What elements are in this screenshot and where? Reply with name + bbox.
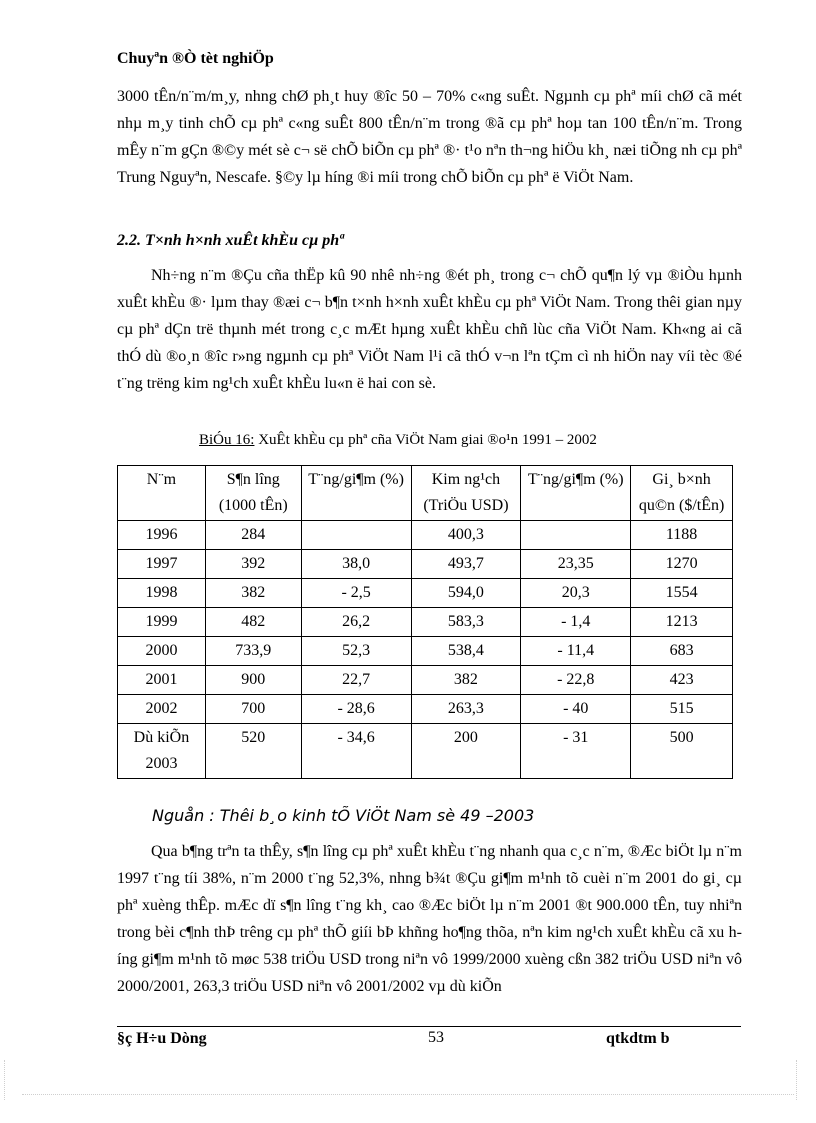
table-row (118, 724, 733, 779)
cell-volume-change: 26,2 (301, 608, 411, 637)
table-row (118, 521, 733, 550)
cell-volume: 733,9 (205, 637, 301, 666)
cell-year: 2002 (118, 695, 206, 724)
cell-volume: 900 (205, 666, 301, 695)
header-turnover: Kim ng¹ch (TriÖu USD) (411, 466, 521, 521)
page-number: 53 (428, 1029, 444, 1046)
cell-turnover: 382 (411, 666, 521, 695)
table-row (118, 608, 733, 637)
table-caption-label: BiÓu 16: (199, 432, 255, 448)
table-row (118, 579, 733, 608)
header-volume-change: T¨ng/gi¶m (%) (301, 466, 411, 521)
cell-volume: 700 (205, 695, 301, 724)
cell-volume: 392 (205, 550, 301, 579)
cell-year: Dù kiÕn 2003 (118, 724, 206, 779)
cell-volume-change: - 2,5 (301, 579, 411, 608)
cell-avg-price: 500 (631, 724, 733, 779)
document-header: Chuyªn ®Ò tèt nghiÖp (117, 50, 274, 67)
coffee-export-table (117, 465, 733, 779)
table-caption (199, 432, 597, 449)
cell-volume: 520 (205, 724, 301, 779)
cell-volume-change: 22,7 (301, 666, 411, 695)
body-paragraph: Nh÷ng n¨m ®Çu cña thËp kû 90 nhê nh÷ng ®ét ph¸ trong c¬ chÕ qu¶n lý vµ ®iÒu hµnh xuÊt khÈu ®· lµm thay ®æi c¬ b¶n t×nh h×nh xuÊt khÈu cµ phª ViÖt Nam. Trong thêi gian nµy cµ phª dÇn trë thµnh mét trong c¸c mÆt hµng xuÊt khÈu chñ lùc cña ViÖt Nam. Kh«ng ai cã thÓ dù ®o¸n ®îc r»ng ngµnh cµ phª ViÖt Nam l¹i cã thÓ v¬n lªn tÇm cì nh hiÖn nay víi tèc ®é t¨ng trëng kim ng¹ch xuÊt khÈu lu«n ë hai con sè. (117, 267, 742, 392)
cell-volume-change (301, 521, 411, 550)
page-edge-guide-right (796, 1060, 797, 1100)
page-edge-guide (22, 1094, 794, 1095)
cell-volume: 284 (205, 521, 301, 550)
header-year: N¨m (118, 466, 206, 521)
table-header-row (118, 466, 733, 521)
section-heading: 2.2. T×nh h×nh xuÊt khÈu cµ phª (117, 232, 344, 249)
table-row (118, 666, 733, 695)
cell-year: 1996 (118, 521, 206, 550)
cell-turnover-change: 23,35 (521, 550, 631, 579)
table-row (118, 695, 733, 724)
cell-turnover-change: - 40 (521, 695, 631, 724)
header-avg-price: Gi¸ b×nh qu©n ($/tÊn) (631, 466, 733, 521)
cell-volume: 382 (205, 579, 301, 608)
header-volume: S¶n lîng (1000 tÊn) (205, 466, 301, 521)
cell-turnover: 200 (411, 724, 521, 779)
cell-avg-price: 1270 (631, 550, 733, 579)
cell-year: 2000 (118, 637, 206, 666)
header-turnover-change: T¨ng/gi¶m (%) (521, 466, 631, 521)
table-row (118, 637, 733, 666)
page-edge-guide-left (4, 1060, 5, 1100)
cell-year: 2001 (118, 666, 206, 695)
cell-avg-price: 1213 (631, 608, 733, 637)
cell-avg-price: 683 (631, 637, 733, 666)
cell-volume-change: - 28,6 (301, 695, 411, 724)
intro-paragraph: 3000 tÊn/n¨m/m¸y, nhng chØ ph¸t huy ®îc 50 – 70% c«ng suÊt. Ngµnh cµ phª míi chØ cã mét nhµ m¸y tinh chÕ cµ phª c«ng suÊt 800 tÊn/n¨m trong ®ã cµ phª hoµ tan 100 tÊn/n¨m. Trong mÊy n¨m gÇn ®©y mét sè c¬ së chÕ biÕn cµ phª ®· t¹o nªn th¬ng hiÖu kh¸ næi tiÕng nh cµ phª Trung Nguyªn, Nescafe. §©y lµ híng ®i míi trong chÕ biÕn cµ phª ë ViÖt Nam. (117, 88, 742, 186)
cell-avg-price: 1554 (631, 579, 733, 608)
table-caption-text: XuÊt khÈu cµ phª cña ViÖt Nam giai ®o¹n 1991 – 2002 (258, 432, 597, 448)
cell-avg-price: 423 (631, 666, 733, 695)
footer-author: §ç H÷u Dòng (117, 1030, 207, 1047)
cell-volume-change: 52,3 (301, 637, 411, 666)
closing-paragraph: Qua b¶ng trªn ta thÊy, s¶n lîng cµ phª xuÊt khÈu t¨ng nhanh qua c¸c n¨m, ®Æc biÖt lµ n¨m 1997 t¨ng tíi 38%, n¨m 2000 t¨ng 52,3%, nhng b¾t ®Çu gi¶m m¹nh tõ cuèi n¨m 2001 do gi¸ cµ phª xuèng thÊp. mÆc dï s¶n lîng t¨ng kh¸ cao ®Æc biÖt lµ n¨m 2001 ®t 900.000 tÊn, tuy nhiªn trong bèi c¶nh thÞ trêng cµ phª thÕ giíi bÞ khñng ho¶ng thõa, nªn kim ng¹ch xuÊt khÈu cã xu híng gi¶m m¹nh tõ møc 538 triÖu USD trong niªn vô 1999/2000 xuèng cßn 382 triÖu USD niªn vô 2000/2001, 263,3 triÖu USD niªn vô 2001/2002 vµ dù kiÕn (117, 843, 742, 995)
cell-avg-price: 515 (631, 695, 733, 724)
cell-turnover: 493,7 (411, 550, 521, 579)
cell-turnover-change: - 11,4 (521, 637, 631, 666)
cell-volume-change: 38,0 (301, 550, 411, 579)
cell-turnover: 583,3 (411, 608, 521, 637)
cell-year: 1999 (118, 608, 206, 637)
cell-volume: 482 (205, 608, 301, 637)
cell-volume-change: - 34,6 (301, 724, 411, 779)
cell-year: 1998 (118, 579, 206, 608)
table-source: Nguån : Thêi b¸o kinh tÕ ViÖt Nam sè 49 –2003 (152, 806, 535, 825)
cell-year: 1997 (118, 550, 206, 579)
cell-turnover-change: - 1,4 (521, 608, 631, 637)
footer-divider (117, 1026, 741, 1027)
table-row (118, 550, 733, 579)
cell-turnover: 400,3 (411, 521, 521, 550)
cell-turnover: 538,4 (411, 637, 521, 666)
cell-turnover-change: - 31 (521, 724, 631, 779)
cell-turnover-change: 20,3 (521, 579, 631, 608)
cell-turnover: 263,3 (411, 695, 521, 724)
cell-turnover-change (521, 521, 631, 550)
cell-turnover-change: - 22,8 (521, 666, 631, 695)
cell-avg-price: 1188 (631, 521, 733, 550)
footer-class-code: qtkdtm b (606, 1030, 670, 1047)
cell-turnover: 594,0 (411, 579, 521, 608)
